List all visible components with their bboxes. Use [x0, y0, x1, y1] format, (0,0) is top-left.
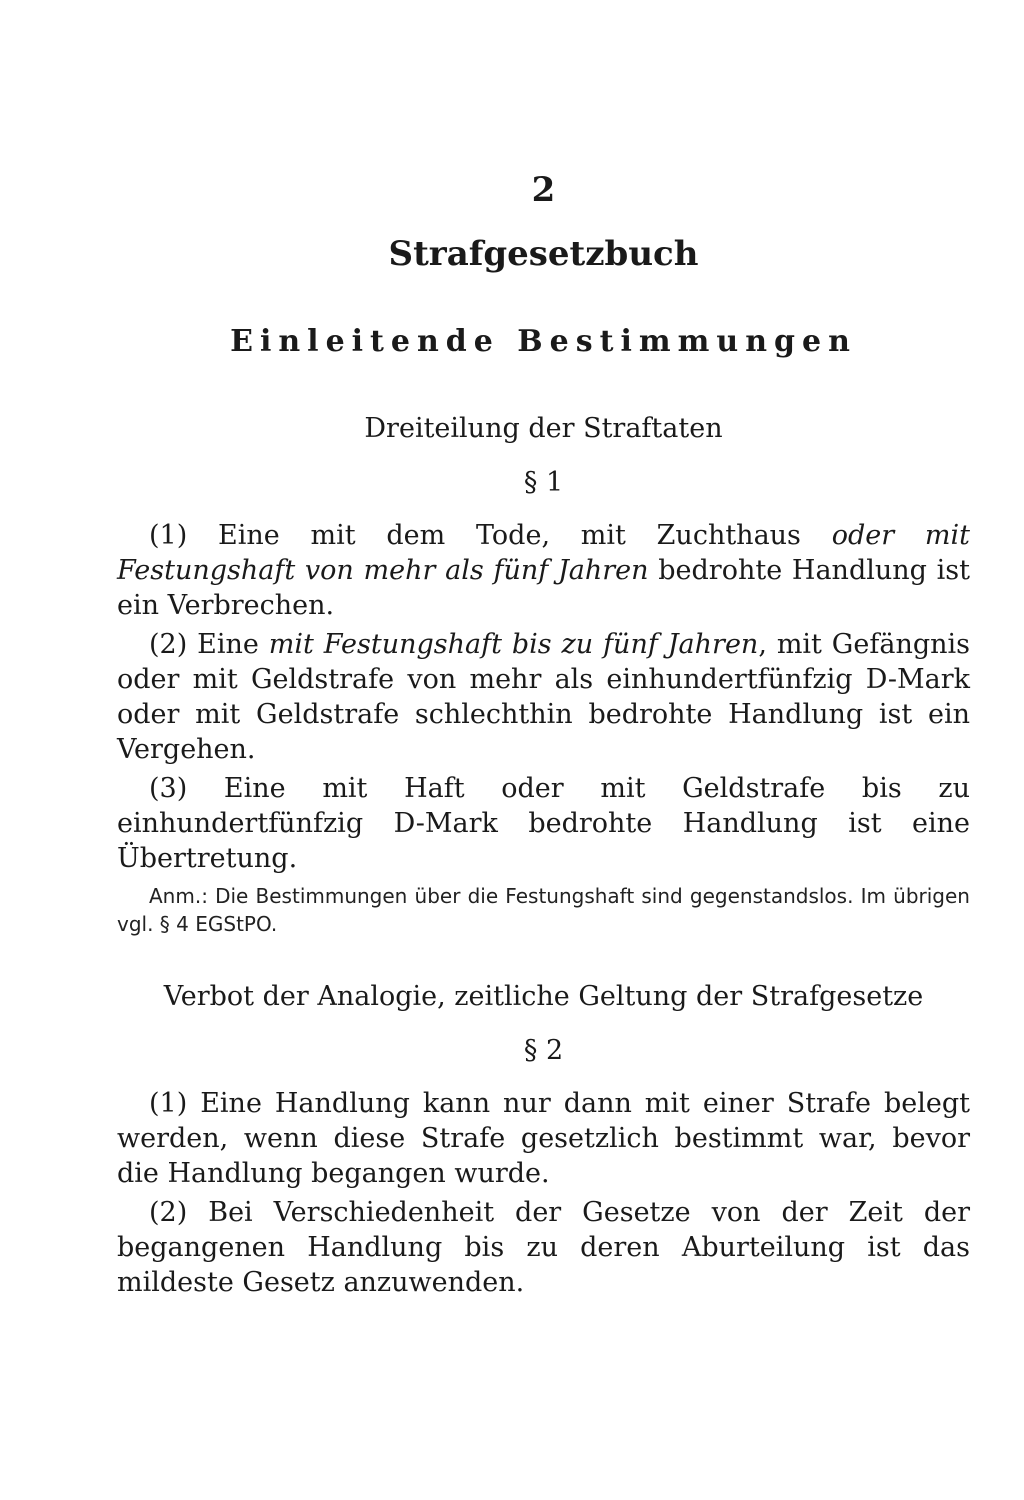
clause-text: Eine	[187, 629, 269, 660]
clause-text: bedrohte Handlung ist ein Verbrechen.	[117, 555, 970, 621]
chapter-number: 2	[531, 170, 556, 210]
paragraph-sign: § 2	[523, 1035, 564, 1066]
clause-text-italic: oder mit Festungshaft von mehr als fünf Jahren	[117, 520, 970, 586]
clause-text: Bei Verschiedenheit der Gesetze von der Zeit der begangenen Handlung bis zu deren Aburteilung ist das mildeste Gesetz anzuwenden.	[117, 1197, 970, 1298]
clause-text: Eine mit Haft oder mit Geldstrafe bis zu einhundertfünfzig D-Mark bedrohte Handlung ist eine Übertretung.	[117, 773, 970, 874]
clause-text-italic: mit Festungshaft bis zu fünf Jahren	[268, 629, 759, 660]
clause-number: (2)	[149, 629, 188, 660]
section-heading: Dreiteilung der Straftaten	[364, 413, 723, 444]
section-2	[117, 980, 970, 1300]
paragraph-sign: § 1	[523, 467, 564, 498]
clause-number: (1)	[149, 520, 188, 551]
clause-text: , mit Gefängnis oder mit Geldstrafe von mehr als einhundertfünfzig D-Mark oder mit Geldstrafe schlechthin bedrohte Handlung ist ein Vergehen.	[117, 629, 970, 765]
clause-number: (1)	[149, 1088, 188, 1119]
clause-text: Eine Handlung kann nur dann mit einer Strafe belegt werden, wenn diese Strafe gesetzlich bestimmt war, bevor die Handlung begangen wurde.	[117, 1088, 970, 1189]
clause-number: (3)	[149, 773, 188, 804]
clause	[117, 518, 970, 623]
section-1	[117, 412, 970, 938]
page-content	[117, 170, 970, 1300]
annotation-note: Anm.: Die Bestimmungen über die Festungshaft sind gegenstandslos. Im übrigen vgl. § 4 EGStPO.	[117, 884, 970, 936]
section-title: Einleitende Bestimmungen	[230, 324, 857, 359]
clause-number: (2)	[149, 1197, 188, 1228]
clause	[117, 1195, 970, 1300]
clause	[117, 771, 970, 876]
section-heading: Verbot der Analogie, zeitliche Geltung der Strafgesetze	[163, 981, 924, 1012]
clause	[117, 627, 970, 767]
clause	[117, 1086, 970, 1191]
chapter-title: Strafgesetzbuch	[388, 234, 699, 274]
clause-text: Eine mit dem Tode, mit Zuchthaus	[187, 520, 832, 551]
